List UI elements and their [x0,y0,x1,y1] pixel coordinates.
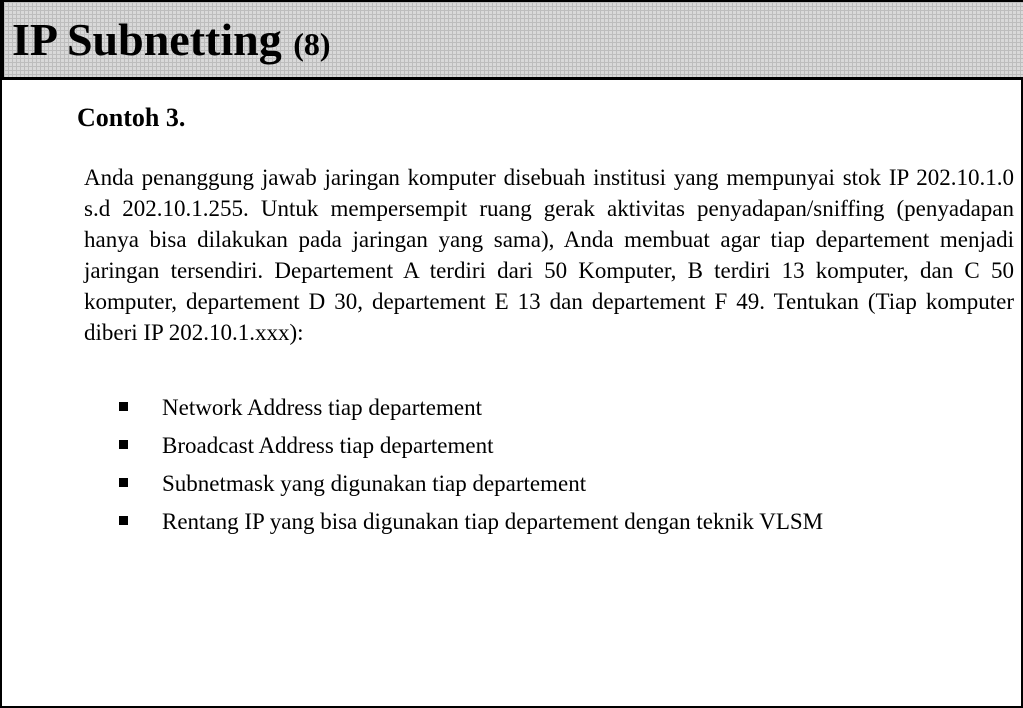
square-bullet-icon [119,478,128,487]
title-bar [2,0,1023,80]
example-heading: Contoh 3. [77,103,186,132]
square-bullet-icon [119,402,128,411]
slide-title-text: IP Subnetting [12,14,282,65]
square-bullet-icon [119,440,128,449]
problem-paragraph: Anda penanggung jawab jaringan komputer disebuah institusi yang mempunyai stok IP 202.10.1.0 s.d 202.10.1.255. Untuk mempersempit ruang gerak aktivitas penyadapan/sniffing (penyadapan hanya bisa dilakukan pada jaringan yang sama), Anda membuat agar tiap departement menjadi jaringan tersendiri. Departement A terdiri dari 50 Komputer, B terdiri 13 komputer, dan C 50 komputer, departement D 30, departement E 13 dan departement F 49. Tentukan (Tiap komputer diberi IP 202.10.1.xxx): [84,165,1014,345]
task-item-text: Broadcast Address tiap departement [162,433,494,458]
task-item-text: Subnetmask yang digunakan tiap departement [162,471,587,496]
task-item-text: Rentang IP yang bisa digunakan tiap departement dengan teknik VLSM [162,509,824,534]
square-bullet-icon [119,516,128,525]
slide-title [12,14,331,70]
slide-title-number: (8) [293,26,331,62]
task-item-text: Network Address tiap departement [162,395,482,420]
